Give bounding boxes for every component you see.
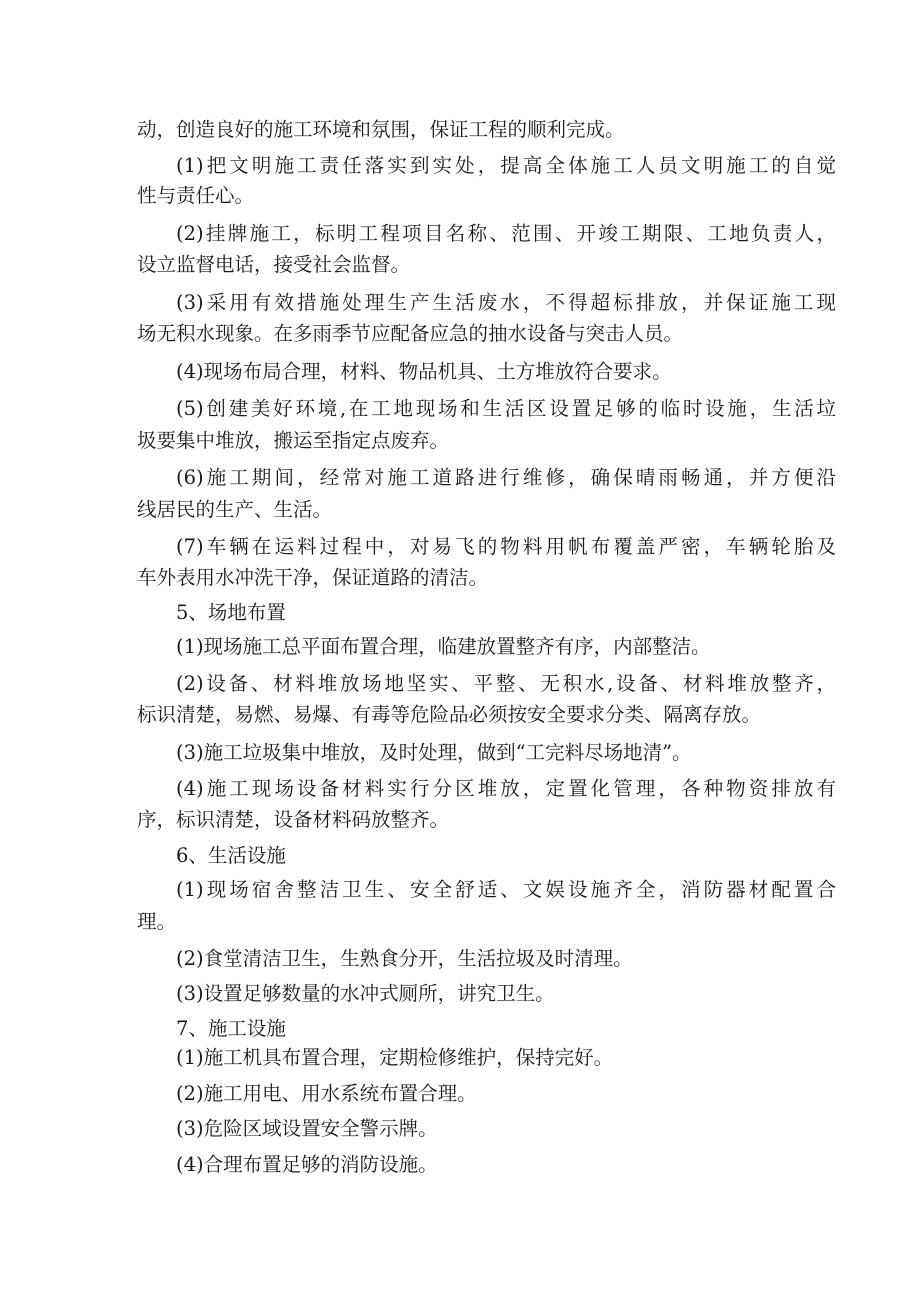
civil-item-7: (7)车辆在运料过程中，对易飞的物料用帆布覆盖严密，车辆轮胎及 <box>176 535 836 558</box>
civil-item-3-cont: 场无积水现象。在多雨季节应配备应急的抽水设备与突击人员。 <box>137 322 684 345</box>
living-item-3: (3)设置足够数量的水冲式厕所，讲究卫生。 <box>176 982 555 1005</box>
site-item-1: (1)现场施工总平面布置合理，临建放置整齐有序，内部整洁。 <box>176 635 711 658</box>
section-heading-living: 6、生活设施 <box>176 844 286 867</box>
intro-line: 动，创造良好的施工环境和氛围，保证工程的顺利完成。 <box>137 118 625 141</box>
civil-item-7-cont: 车外表用水冲洗干净，保证道路的清洁。 <box>137 566 489 589</box>
construction-item-1: (1)施工机具布置合理，定期检修维护，保持完好。 <box>176 1046 614 1069</box>
construction-item-4: (4)合理布置足够的消防设施。 <box>176 1153 438 1176</box>
civil-item-6-cont: 线居民的生产、生活。 <box>137 498 333 521</box>
construction-item-2: (2)施工用电、用水系统布置合理。 <box>176 1082 477 1105</box>
site-item-2: (2)设备、材料堆放场地坚实、平整、无积水,设备、材料堆放整齐， <box>176 672 836 695</box>
site-item-2-cont: 标识清楚，易燃、易爆、有毒等危险品必须按安全要求分类、隔离存放。 <box>137 703 762 726</box>
civil-item-2: (2)挂牌施工，标明工程项目名称、范围、开竣工期限、工地负责人， <box>176 222 836 245</box>
site-item-4-cont: 序，标识清楚，设备材料码放整齐。 <box>137 808 450 831</box>
civil-item-2-cont: 设立监督电话，接受社会监督。 <box>137 253 411 276</box>
civil-item-6: (6)施工期间，经常对施工道路进行维修，确保晴雨畅通，并方便沿 <box>176 466 836 489</box>
living-item-1: (1)现场宿舍整洁卫生、安全舒适、文娱设施齐全，消防器材配置合 <box>176 878 836 901</box>
civil-item-4: (4)现场布局合理，材料、物品机具、土方堆放符合要求。 <box>176 360 672 383</box>
section-heading-site: 5、场地布置 <box>176 601 286 624</box>
site-item-3: (3)施工垃圾集中堆放，及时处理，做到“工完料尽场地清”。 <box>176 741 692 764</box>
civil-item-5-cont: 圾要集中堆放，搬运至指定点废弃。 <box>137 429 450 452</box>
living-item-2: (2)食堂清洁卫生，生熟食分开，生活拉圾及时清理。 <box>176 947 633 970</box>
section-heading-construction: 7、施工设施 <box>176 1017 286 1040</box>
civil-item-1: (1)把文明施工责任落实到实处，提高全体施工人员文明施工的自觉 <box>176 154 836 177</box>
site-item-4: (4)施工现场设备材料实行分区堆放，定置化管理，各种物资排放有 <box>176 777 836 800</box>
living-item-1-cont: 理。 <box>137 910 177 933</box>
civil-item-5: (5)创建美好环境,在工地现场和生活区设置足够的临时设施，生活垃 <box>176 397 836 420</box>
construction-item-3: (3)危险区域设置安全警示牌。 <box>176 1117 438 1140</box>
civil-item-1-cont: 性与责任心。 <box>137 184 255 207</box>
civil-item-3: (3)采用有效措施处理生产生活废水，不得超标排放，并保证施工现 <box>176 291 836 314</box>
